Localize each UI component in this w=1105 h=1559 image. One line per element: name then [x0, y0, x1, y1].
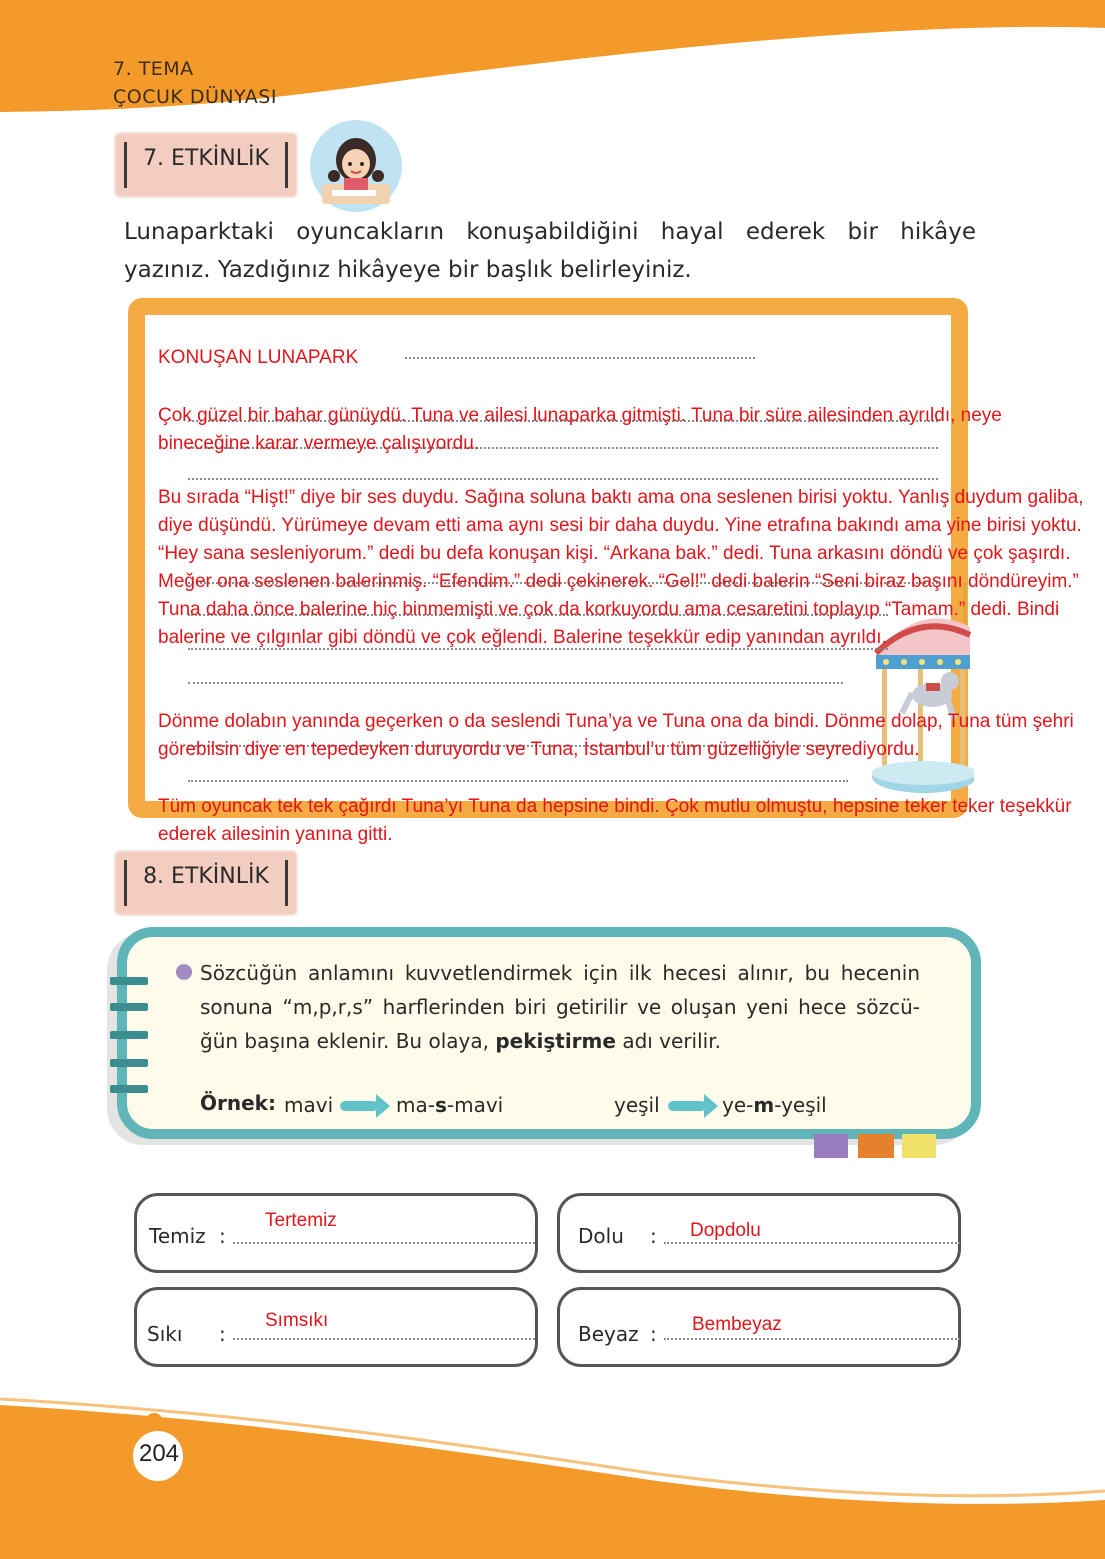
- theme-number: 7. TEMA: [113, 58, 194, 80]
- arrow-right-icon: [340, 1101, 378, 1111]
- answer-dotted-line: [233, 1338, 535, 1340]
- story-title: KONUŞAN LUNAPARK: [158, 347, 359, 368]
- girl-writing-illustration: [308, 118, 404, 214]
- example-2-result: ye-m-yeşil: [722, 1093, 827, 1117]
- word-answer[interactable]: Sımsıkı: [265, 1310, 329, 1331]
- word-label: Temiz: [149, 1224, 206, 1248]
- decorative-tab: [814, 1134, 848, 1158]
- word-box-temiz: [134, 1193, 538, 1273]
- word-label: Beyaz: [578, 1322, 639, 1346]
- example-1-result: ma-s-mavi: [396, 1093, 504, 1117]
- spiral-ring: [110, 1003, 148, 1011]
- word-label: Dolu: [578, 1224, 624, 1248]
- story-paragraph: Çok güzel bir bahar günüydü. Tuna ve ailesi lunaparka gitmişti. Tuna bir süre ailesinden ayrıldı, neye bineceğine karar vermeye çalışıyordu.: [158, 405, 1002, 454]
- story-paragraph: Dönme dolabın yanında geçerken o da seslendi Tuna’ya ve Tuna ona da bindi. Dönme dolap, Tuna tüm şehri görebilsin diye en tepedeyken duruyordu ve Tuna, İstanbul’u tüm güzelliğiyle seyrediyordu.: [158, 711, 1074, 760]
- example-1-word: mavi: [284, 1093, 334, 1117]
- spiral-ring: [110, 1031, 148, 1039]
- decorative-tab: [902, 1134, 936, 1158]
- info-text-end: adı verilir.: [622, 1029, 721, 1053]
- word-answer[interactable]: Dopdolu: [690, 1220, 761, 1241]
- spiral-ring: [110, 977, 148, 985]
- activity-8-badge-text: 8. ETKİNLİK: [143, 864, 269, 889]
- title-dotted-line: [405, 357, 755, 359]
- word-colon: :: [650, 1224, 657, 1248]
- info-text-bold: pekiştirme: [495, 1029, 616, 1053]
- activity-7-instruction: Lunaparktaki oyuncakların konuşabildiğini hayal ederek bir hikâye yazınız. Yazdığınız hikâyeye bir başlık belirleyiniz.: [124, 219, 976, 283]
- page-number: 204: [138, 1440, 180, 1467]
- word-box-beyaz: [557, 1287, 961, 1367]
- story-dotted-line: [188, 478, 938, 480]
- word-colon: :: [219, 1224, 226, 1248]
- word-box-siki: [134, 1287, 538, 1367]
- word-answer[interactable]: Tertemiz: [265, 1210, 337, 1231]
- word-box-dolu: [557, 1193, 961, 1273]
- info-text: [200, 956, 920, 1058]
- story-dotted-line: [188, 780, 848, 782]
- answer-dotted-line: [664, 1242, 960, 1244]
- theme-title: ÇOCUK DÜNYASI: [113, 86, 277, 108]
- answer-dotted-line: [664, 1338, 960, 1340]
- activity-7-badge-text: 7. ETKİNLİK: [143, 146, 269, 171]
- activity-7-badge: [116, 134, 296, 196]
- example-2-word: yeşil: [614, 1093, 660, 1117]
- word-answer[interactable]: Bembeyaz: [692, 1314, 782, 1335]
- answer-dotted-line: [233, 1242, 535, 1244]
- example-label: Örnek:: [200, 1091, 276, 1115]
- decorative-tab: [858, 1134, 894, 1158]
- theme-label: [113, 55, 277, 111]
- spiral-ring: [110, 1085, 148, 1093]
- bullet-icon: [176, 964, 192, 980]
- story-paragraph: Tüm oyuncak tek tek çağırdı Tuna’yı Tuna da hepsine bindi. Çok mutlu olmuştu, hepsine teker teker teşekkür ederek ailesinin yanına gitti.: [158, 796, 1072, 845]
- arrow-right-icon: [668, 1101, 706, 1111]
- info-text-main: Sözcüğün anlamını kuvvetlendirmek için ilk hecesi alınır, bu hecenin sonuna “m,p,r,s” harflerinden biri getirilir ve oluşan yeni hece sözcü-ğün başına eklenir. Bu olaya,: [200, 961, 920, 1053]
- word-label: Sıkı: [147, 1322, 183, 1346]
- spiral-ring: [110, 1059, 148, 1067]
- story-paragraph: Bu sırada “Hişt!” diye bir ses duydu. Sağına soluna baktı ama ona seslenen birisi yoktu. Yanlış duydum galiba, diye düşündü. Yürümeye devam etti ama aynı sesi bir daha duydu. Yine etrafına bakındı ama yine birisi yoktu. “Hey sana sesleniyorum.” dedi bu defa konuşan kişi. “Arkana bak.” dedi. Tuna arkasını döndü ve çok şaşırdı. Meğer ona seslenen balerinmiş. “Efendim.” dedi çekinerek. “Gel!” dedi balerin “Seni biraz başını döndüreyim.” Tuna daha önce balerine hiç binmemişti ve çok da korkuyordu ama cesaretini toplayıp “Tamam.” dedi. Bindi balerine ve çılgınlar gibi döndü ve çok eğlendi. Balerine teşekkür edip yanından ayrıldı.: [158, 487, 1084, 648]
- word-colon: :: [219, 1322, 226, 1346]
- story-dotted-line: [188, 682, 843, 684]
- word-colon: :: [650, 1322, 657, 1346]
- activity-8-badge: [116, 852, 296, 914]
